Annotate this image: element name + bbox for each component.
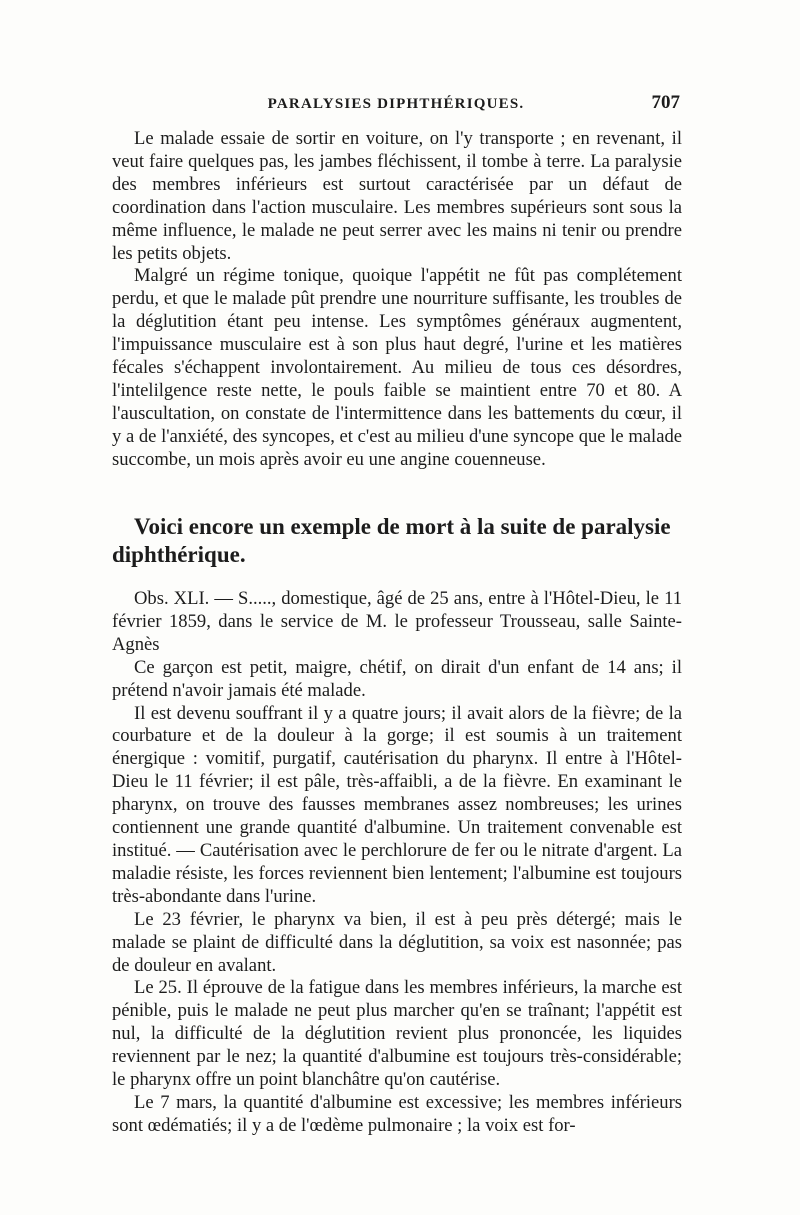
paragraph: Le malade essaie de sortir en voiture, on l'y transporte ; en revenant, il veut faire quelques pas, les jambes fléchissent, il tombe à terre. La paralysie des membres inférieurs est surtout caractérisée par un défaut de coordination dans l'action musculaire. Les membres supérieurs sont sous la même influence, le malade ne peut serrer avec les mains ni tenir ou prendre les petits objets.: [112, 128, 682, 264]
observation-paragraph: Il est devenu souffrant il y a quatre jours; il avait alors de la fièvre; de la courbature et de la douleur à la gorge; il est soumis à un traitement énergique : vomitif, purgatif, cautérisation du pharynx. Il entre à l'Hôtel-Dieu le 11 février; il est pâle, très-affaibli, a de la fièvre. En examinant le pharynx, on trouve des fausses membranes assez nombreuses; les urines contiennent une grande quantité d'albumine. Un traitement convenable est institué. — Cautérisation avec le perchlorure de fer ou le nitrate d'argent. La maladie résiste, les forces reviennent bien lentement; l'albumine est toujours très-abondante dans l'urine.: [112, 702, 682, 907]
body-text: [112, 128, 682, 472]
page-header: [112, 92, 680, 124]
paragraph: Malgré un régime tonique, quoique l'appétit ne fût pas complétement perdu, et que le malade pût prendre une nourriture suffisante, les troubles de la déglutition étant peu intense. Les symptômes généraux augmentent, l'impuissance musculaire est à son plus haut degré, l'urine et les matières fécales s'échappent involontairement. Au milieu de tous ces désordres, l'intelilgence reste nette, le pouls faible se maintient entre 70 et 80. A l'auscultation, on constate de l'intermittence dans les battements du cœur, il y a de l'anxiété, des syncopes, et c'est au milieu d'une syncope que le malade succombe, un mois après avoir eu une angine couenneuse.: [112, 265, 682, 470]
page-number: 707: [651, 92, 680, 113]
running-title: PARALYSIES DIPHTHÉRIQUES.: [267, 96, 525, 112]
observation-paragraph: Le 25. Il éprouve de la fatigue dans les membres inférieurs, la marche est pénible, puis le malade ne peut plus marcher qu'en se traînant; l'appétit est nul, la difficulté de la déglutition revient plus prononcée, les liquides reviennent par le nez; la quantité d'albumine est toujours très-considérable; le pharynx offre un point blanchâtre qu'on cautérise.: [112, 977, 682, 1091]
observation-paragraph: Le 7 mars, la quantité d'albumine est excessive; les membres inférieurs sont œdématiés; il y a de l'œdème pulmonaire ; la voix est for-: [112, 1091, 682, 1136]
section-heading: Voici encore un exemple de mort à la suite de paralysie diphthérique.: [112, 514, 671, 567]
observation-text: [112, 588, 682, 1138]
observation-paragraph: Le 23 février, le pharynx va bien, il est à peu près détergé; mais le malade se plaint de difficulté dans la déglutition, sa voix est nasonnée; pas de douleur en avalant.: [112, 908, 682, 976]
observation-paragraph: Ce garçon est petit, maigre, chétif, on dirait d'un enfant de 14 ans; il prétend n'avoir jamais été malade.: [112, 656, 682, 701]
observation-paragraph: Obs. XLI. — S....., domestique, âgé de 25 ans, entre à l'Hôtel-Dieu, le 11 février 1859, dans le service de M. le professeur Trousseau, salle Sainte-Agnès: [112, 588, 682, 655]
